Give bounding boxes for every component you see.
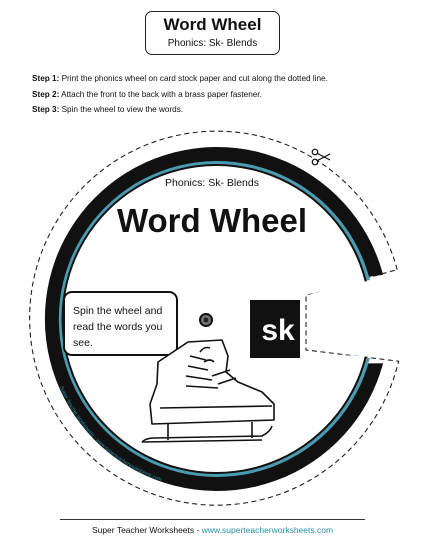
step-3: Step 3: Spin the wheel to view the words. [32, 105, 184, 114]
instruction-line-1: Spin the wheel and [73, 305, 163, 317]
footer-url[interactable]: www.superteacherworksheets.com [201, 525, 334, 535]
blend-label: sk [261, 314, 295, 347]
scissors-icon [312, 149, 330, 165]
step-2: Step 2: Attach the front to the back with a brass paper fastener. [32, 89, 262, 99]
instruction-line-3: see. [73, 337, 93, 349]
page-title: Word Wheel [163, 15, 262, 34]
fastener-hole-center [204, 318, 209, 323]
footer-brand: Super Teacher Worksheets - [91, 525, 202, 535]
wheel-title: Word Wheel [116, 202, 308, 239]
footer [60, 519, 365, 535]
step-1: Step 1: Print the phonics wheel on card stock paper and cut along the dotted line. [32, 74, 328, 83]
wheel-subtitle: Phonics: Sk- Blends [165, 177, 259, 189]
side-credit: Super Teacher Worksheets - www.superteacherworksheets.com [58, 385, 163, 483]
instruction-line-2: read the words you [73, 321, 163, 333]
page-subtitle: Phonics: Sk- Blends [167, 38, 258, 49]
